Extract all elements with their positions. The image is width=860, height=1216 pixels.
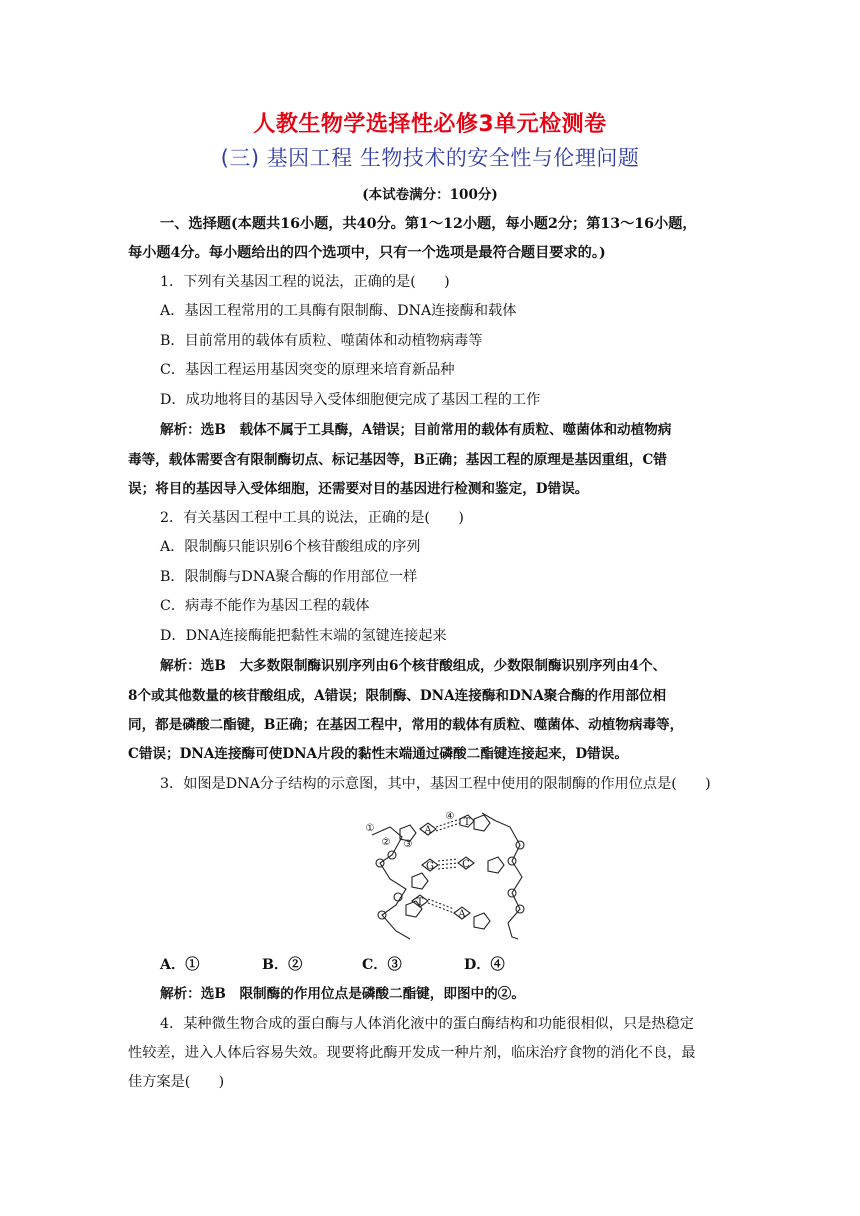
q3-explanation: 解析：选B 限制酶的作用位点是磷酸二酯键，即图中的②。 xyxy=(160,986,525,1002)
q3-option-d: D．④ xyxy=(464,957,505,973)
figure-label-4: ④ xyxy=(445,811,455,822)
q4-line-1: 4．某种微生物合成的蛋白酶与人体消化液中的蛋白酶结构和功能很相似，只是热稳定 xyxy=(160,1016,694,1032)
q1-option-d: D．成功地将目的基因导入受体细胞便完成了基因工程的工作 xyxy=(160,392,541,408)
base-t-top: T xyxy=(463,817,471,828)
q2-stem: 2．有关基因工程中工具的说法，正确的是( ) xyxy=(160,510,464,526)
section-heading-line-1: 一、选择题(本题共16小题，共40分。第1～12小题，每小题2分；第13～16小题， xyxy=(160,216,697,232)
section-heading-line-2: 每小题4分。每小题给出的四个选项中，只有一个选项是最符合题目要求的。) xyxy=(128,245,606,261)
q3-option-c: C．③ xyxy=(362,957,402,973)
document-subtitle: (三) 基因工程 生物技术的安全性与伦理问题 xyxy=(220,146,640,170)
q2-explanation-2: 8个或其他数量的核苷酸组成，A错误；限制酶、DNA连接酶和DNA聚合酶的作用部位相 xyxy=(128,688,667,704)
q1-stem: 1．下列有关基因工程的说法，正确的是( ) xyxy=(160,274,450,290)
figure-label-2: ② xyxy=(381,837,391,848)
q2-option-b: B．限制酶与DNA聚合酶的作用部位一样 xyxy=(160,569,418,585)
base-a-bottom: A xyxy=(458,909,466,920)
q3-option-a: A．① xyxy=(160,957,200,973)
dna-structure-figure xyxy=(362,805,532,945)
q2-explanation-3: 同，都是磷酸二酯键，B正确；在基因工程中，常用的载体有质粒、噬菌体、动植物病毒等， xyxy=(128,717,684,733)
q2-explanation-4: C错误；DNA连接酶可使DNA片段的黏性末端通过磷酸二酯键连接起来，D错误。 xyxy=(128,746,628,762)
q1-explanation-2: 毒等，载体需要含有限制酶切点、标记基因等，B正确；基因工程的原理是基因重组，C错 xyxy=(128,452,667,468)
q2-option-c: C．病毒不能作为基因工程的载体 xyxy=(160,598,370,614)
q1-explanation-3: 误；将目的基因导入受体细胞，还需要对目的基因进行检测和鉴定，D错误。 xyxy=(128,481,589,497)
base-c: C xyxy=(462,859,470,870)
q1-option-a: A．基因工程常用的工具酶有限制酶、DNA连接酶和载体 xyxy=(160,303,517,319)
q4-line-3: 佳方案是( ) xyxy=(128,1074,225,1090)
base-g: G xyxy=(426,861,434,872)
q1-option-b: B．目前常用的载体有质粒、噬菌体和动植物病毒等 xyxy=(160,333,483,349)
q2-option-a: A．限制酶只能识别6个核苷酸组成的序列 xyxy=(160,539,421,555)
figure-label-3: ③ xyxy=(403,839,413,850)
figure-label-1: ① xyxy=(365,823,375,834)
document-title: 人教生物学选择性必修3单元检测卷 xyxy=(253,112,607,137)
score-note: (本试卷满分：100分) xyxy=(362,187,498,203)
q3-option-b: B．② xyxy=(262,957,303,973)
q1-option-c: C．基因工程运用基因突变的原理来培育新品种 xyxy=(160,362,455,378)
q2-explanation-1: 解析：选B 大多数限制酶识别序列由6个核苷酸组成，少数限制酶识别序列由4个、 xyxy=(160,658,667,674)
q3-stem: 3．如图是DNA分子结构的示意图，其中，基因工程中使用的限制酶的作用位点是( ) xyxy=(160,776,711,792)
base-a-top: A xyxy=(424,825,432,836)
q2-option-d: D．DNA连接酶能把黏性末端的氢键连接起来 xyxy=(160,628,447,644)
q4-line-2: 性较差，进入人体后容易失效。现要将此酶开发成一种片剂，临床治疗食物的消化不良，最 xyxy=(128,1045,696,1061)
base-t-bottom: T xyxy=(416,897,424,908)
q1-explanation-1: 解析：选B 载体不属于工具酶，A错误；目前常用的载体有质粒、噬菌体和动植物病 xyxy=(160,422,672,438)
